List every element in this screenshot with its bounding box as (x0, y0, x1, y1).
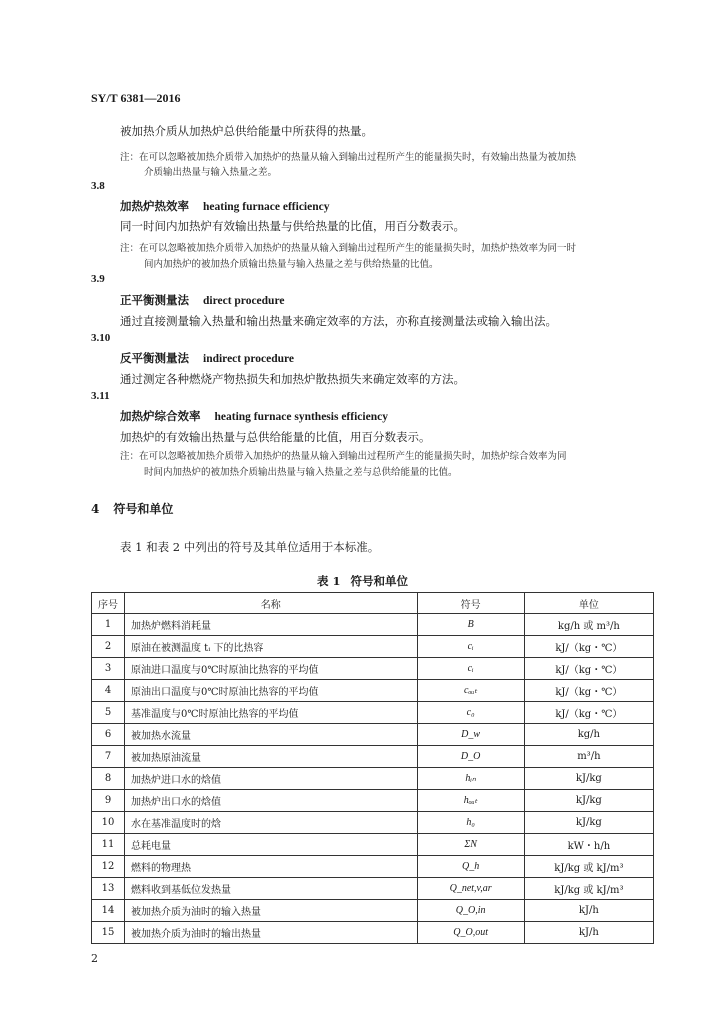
cell-symbol: Q_h (417, 856, 524, 878)
cell-name: 加热炉燃料消耗量 (125, 614, 418, 636)
term-en: indirect procedure (203, 353, 295, 365)
cell-index: 8 (92, 768, 125, 790)
cell-index: 7 (92, 746, 125, 768)
cell-index: 9 (92, 790, 125, 812)
table-row (92, 834, 654, 856)
cell-unit: kg/h 或 m³/h (524, 614, 653, 636)
table-row (92, 636, 654, 658)
cell-symbol: c₀ (417, 702, 524, 724)
cell-name: 被加热介质为油时的输出热量 (125, 922, 418, 944)
cell-index: 1 (92, 614, 125, 636)
cell-symbol: D_O (417, 746, 524, 768)
section-title: 符号和单位 (113, 502, 174, 516)
symbols-units-table (91, 592, 654, 944)
cell-name: 加热炉出口水的焓值 (125, 790, 418, 812)
cell-index: 2 (92, 636, 125, 658)
term-cn: 正平衡测量法 (120, 293, 189, 307)
term-note-line-2: 间内加热炉的被加热介质输出热量与输入热量之差与供给热量的比值。 (144, 259, 439, 270)
cell-unit: kJ/h (524, 922, 653, 944)
cell-index: 14 (92, 900, 125, 922)
cell-unit: kJ/（kg・℃） (524, 702, 653, 724)
table-row (92, 922, 654, 944)
term-cn: 加热炉综合效率 (120, 409, 201, 423)
cell-unit: kJ/（kg・℃） (524, 636, 653, 658)
cell-index: 12 (92, 856, 125, 878)
header-unit: 单位 (524, 593, 653, 614)
table-row (92, 812, 654, 834)
cell-symbol: cₒᵤₜ (417, 680, 524, 702)
term-note-line-1: 注：在可以忽略被加热介质带入加热炉的热量从输入到输出过程所产生的能量损失时，加热炉热效率为同一时 (120, 243, 577, 254)
section-number: 4 (91, 502, 100, 516)
table-caption-title: 符号和单位 (350, 574, 408, 588)
cell-index: 11 (92, 834, 125, 856)
intro-note-line-1: 注：在可以忽略被加热介质带入加热炉的热量从输入到输出过程所产生的能量损失时，有效输出热量为被加热 (120, 152, 577, 163)
cell-name: 原油在被测温度 tᵢ 下的比热容 (125, 636, 418, 658)
cell-unit: kW・h/h (524, 834, 653, 856)
cell-symbol: Q_O,in (417, 900, 524, 922)
cell-name: 基准温度与0℃时原油比热容的平均值 (125, 702, 418, 724)
cell-symbol: hₒᵤₜ (417, 790, 524, 812)
term-heading (120, 350, 294, 366)
table-row (92, 724, 654, 746)
section-heading (91, 500, 173, 517)
standard-code: SY/T 6381—2016 (91, 91, 181, 105)
table-body (92, 614, 654, 944)
cell-name: 原油出口温度与0℃时原油比热容的平均值 (125, 680, 418, 702)
cell-unit: kJ/（kg・℃） (524, 680, 653, 702)
cell-symbol: D_w (417, 724, 524, 746)
page-number: 2 (91, 952, 98, 965)
cell-name: 原油进口温度与0℃时原油比热容的平均值 (125, 658, 418, 680)
cell-name: 总耗电量 (125, 834, 418, 856)
cell-name: 燃料收到基低位发热量 (125, 878, 418, 900)
cell-symbol: cᵢ (417, 636, 524, 658)
table-row (92, 680, 654, 702)
term-note-line-1: 注：在可以忽略被加热介质带入加热炉的热量从输入到输出过程所产生的能量损失时，加热炉综合效率为同 (120, 451, 567, 462)
cell-symbol: cᵢ (417, 658, 524, 680)
term-en: heating furnace synthesis efficiency (214, 411, 388, 423)
cell-unit: kg/h (524, 724, 653, 746)
table-row (92, 658, 654, 680)
cell-symbol: hᵢₙ (417, 768, 524, 790)
section-intro: 表 1 和表 2 中列出的符号及其单位适用于本标准。 (120, 540, 380, 554)
cell-name: 被加热水流量 (125, 724, 418, 746)
cell-index: 10 (92, 812, 125, 834)
cell-symbol: Q_O,out (417, 922, 524, 944)
cell-index: 15 (92, 922, 125, 944)
term-number: 3.10 (91, 332, 111, 344)
table-header-row (92, 593, 654, 614)
term-en: direct procedure (203, 295, 285, 307)
cell-index: 6 (92, 724, 125, 746)
cell-name: 水在基准温度时的焓 (125, 812, 418, 834)
term-heading (120, 408, 388, 424)
cell-symbol: Q_net,v,ar (417, 878, 524, 900)
cell-symbol: ΣN (417, 834, 524, 856)
cell-name: 被加热介质为油时的输入热量 (125, 900, 418, 922)
cell-name: 加热炉进口水的焓值 (125, 768, 418, 790)
table-row (92, 900, 654, 922)
cell-unit: kJ/h (524, 900, 653, 922)
term-number: 3.8 (91, 180, 105, 192)
cell-unit: kJ/kg 或 kJ/m³ (524, 856, 653, 878)
term-number: 3.9 (91, 273, 105, 285)
cell-unit: m³/h (524, 746, 653, 768)
cell-symbol: h₀ (417, 812, 524, 834)
cell-unit: kJ/kg (524, 790, 653, 812)
term-heading (120, 198, 329, 214)
term-definition: 加热炉的有效输出热量与总供给能量的比值，用百分数表示。 (120, 430, 431, 444)
term-definition: 同一时间内加热炉有效输出热量与供给热量的比值，用百分数表示。 (120, 219, 465, 233)
cell-unit: kJ/kg (524, 768, 653, 790)
header-name: 名称 (125, 593, 418, 614)
cell-unit: kJ/kg 或 kJ/m³ (524, 878, 653, 900)
table-row (92, 790, 654, 812)
cell-index: 3 (92, 658, 125, 680)
cell-index: 5 (92, 702, 125, 724)
header-symbol: 符号 (417, 593, 524, 614)
table-row (92, 768, 654, 790)
term-cn: 加热炉热效率 (120, 199, 189, 213)
term-note-line-2: 时间内加热炉的被加热介质输出热量与输入热量之差与总供给能量的比值。 (144, 467, 458, 478)
cell-unit: kJ/（kg・℃） (524, 658, 653, 680)
cell-unit: kJ/kg (524, 812, 653, 834)
table-row (92, 856, 654, 878)
table-row (92, 878, 654, 900)
table-row (92, 746, 654, 768)
table-caption-number: 表 1 (316, 574, 341, 588)
table-row (92, 614, 654, 636)
cell-index: 4 (92, 680, 125, 702)
header-index: 序号 (92, 593, 125, 614)
cell-symbol: B (417, 614, 524, 636)
term-definition: 通过测定各种燃烧产物热损失和加热炉散热损失来确定效率的方法。 (120, 372, 465, 386)
cell-name: 燃料的物理热 (125, 856, 418, 878)
table-row (92, 702, 654, 724)
term-en: heating furnace efficiency (203, 201, 330, 213)
term-number: 3.11 (91, 390, 110, 402)
cell-name: 被加热原油流量 (125, 746, 418, 768)
intro-note-line-2: 介质输出热量与输入热量之差。 (144, 167, 278, 178)
term-cn: 反平衡测量法 (120, 351, 189, 365)
intro-line: 被加热介质从加热炉总供给能量中所获得的热量。 (120, 124, 373, 138)
term-heading (120, 292, 284, 308)
term-definition: 通过直接测量输入热量和输出热量来确定效率的方法，亦称直接测量法或输入输出法。 (120, 314, 557, 328)
cell-index: 13 (92, 878, 125, 900)
table-caption (0, 573, 725, 589)
